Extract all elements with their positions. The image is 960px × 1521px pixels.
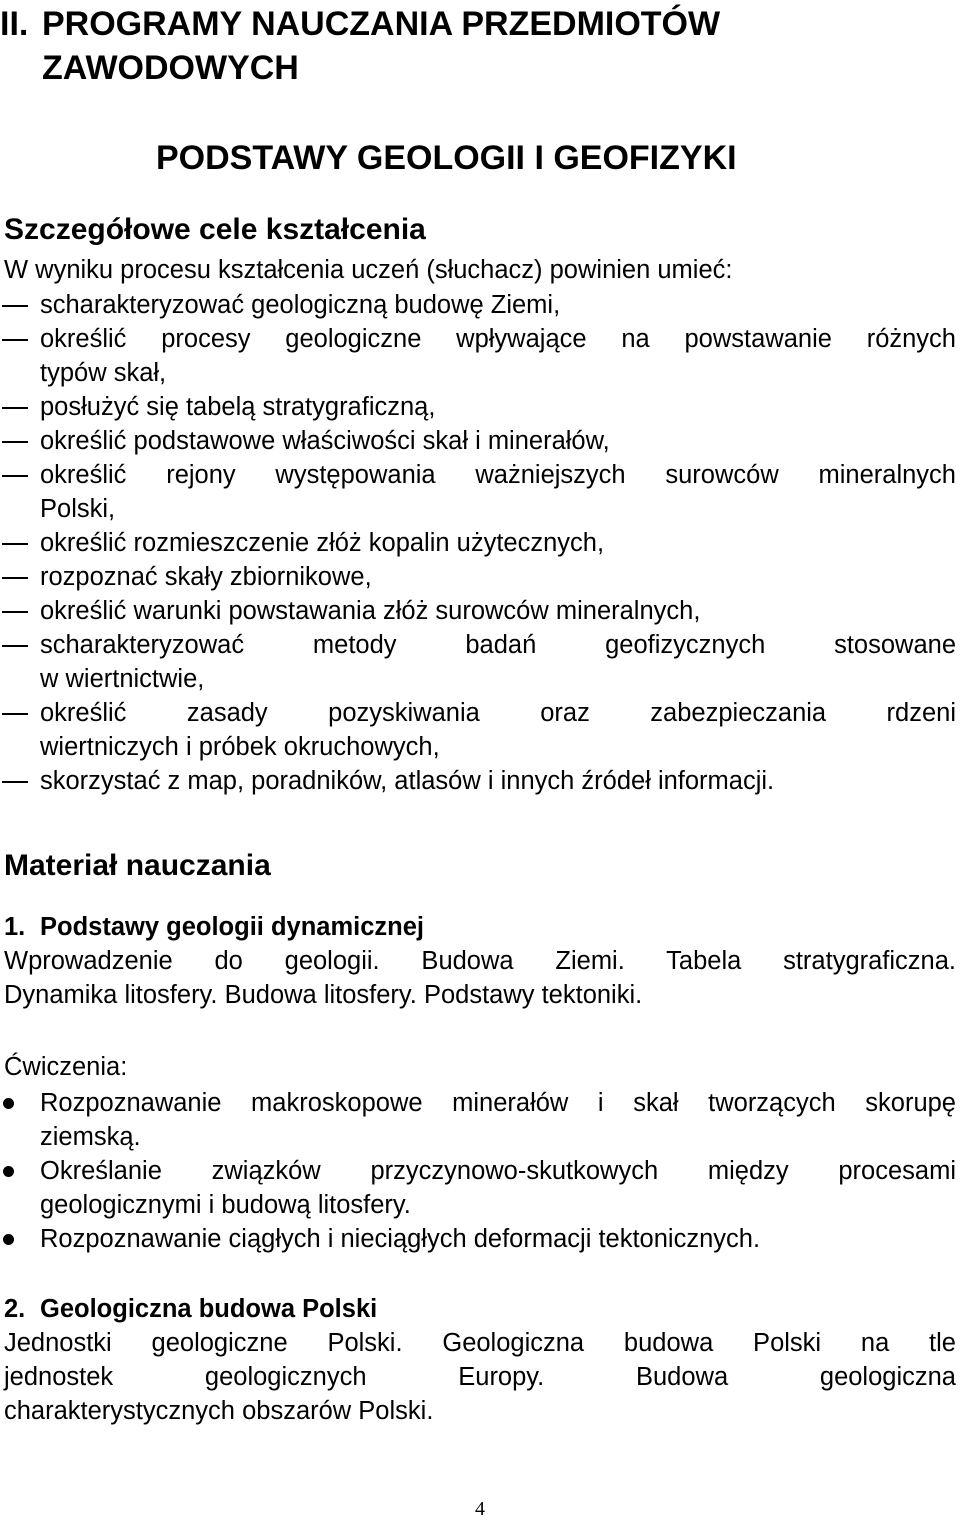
list-item: określić zasady pozyskiwania oraz zabezpieczania rdzeni wiertniczych i próbek okruchowych, [40, 699, 956, 761]
list-item: posłużyć się tabelą stratygraficzną, [40, 393, 436, 421]
list-item: Określanie związków przyczynowo-skutkowych między procesami geologicznymi i budową litosfery. [40, 1157, 956, 1219]
list-item: określić rozmieszczenie złóż kopalin użytecznych, [40, 529, 605, 557]
list-item: rozpoznać skały zbiornikowe, [40, 563, 372, 591]
exercises-label: Ćwiczenia: [4, 1053, 128, 1081]
list-item: scharakteryzować geologiczną budowę Ziemi, [40, 291, 561, 319]
section-1-text-line1: Wprowadzenie do geologii. Budowa Ziemi. Tabela stratygraficzna. [4, 947, 956, 975]
list-item: Rozpoznawanie ciągłych i nieciągłych deformacji tektonicznych. [40, 1225, 761, 1253]
chapter-title-line2: ZAWODOWYCH [42, 49, 299, 87]
section-1-text-line2: Dynamika litosfery. Budowa litosfery. Podstawy tektoniki. [4, 981, 643, 1009]
goals-list [0, 288, 956, 798]
goals-heading: Szczegółowe cele kształcenia [4, 213, 426, 246]
list-item: scharakteryzować metody badań geofizycznych stosowane w wiertnictwie, [40, 631, 956, 693]
exercises-list [0, 1086, 956, 1256]
chapter-title [0, 2, 820, 90]
chapter-title-line1: PROGRAMY NAUCZANIA PRZEDMIOTÓW [42, 5, 721, 43]
list-item: określić rejony występowania ważniejszych surowców mineralnych Polski, [40, 461, 956, 523]
list-item: określić procesy geologiczne wpływające na powstawanie różnych typów skał, [40, 325, 956, 387]
list-item: określić warunki powstawania złóż surowców mineralnych, [40, 597, 701, 625]
section-1-title: 1. Podstawy geologii dynamicznej [4, 913, 424, 941]
section-2-text-line2: jednostek geologicznych Europy. Budowa geologiczna [4, 1363, 956, 1391]
goals-intro: W wyniku procesu kształcenia uczeń (słuchacz) powinien umieć: [4, 256, 733, 284]
section-2-title: 2. Geologiczna budowa Polski [4, 1295, 378, 1323]
page-number: 4 [475, 1498, 485, 1520]
list-item: Rozpoznawanie makroskopowe minerałów i skał tworzących skorupę ziemską. [40, 1089, 956, 1151]
list-item: skorzystać z map, poradników, atlasów i innych źródeł informacji. [40, 767, 775, 795]
subject-title: PODSTAWY GEOLOGII I GEOFIZYKI [156, 139, 737, 177]
chapter-number: II. [0, 5, 29, 43]
list-item: określić podstawowe właściwości skał i minerałów, [40, 427, 610, 455]
material-heading: Materiał nauczania [4, 849, 271, 882]
section-2-text-line3: charakterystycznych obszarów Polski. [4, 1397, 434, 1425]
section-2-text-line1: Jednostki geologiczne Polski. Geologiczna budowa Polski na tle [4, 1329, 956, 1357]
